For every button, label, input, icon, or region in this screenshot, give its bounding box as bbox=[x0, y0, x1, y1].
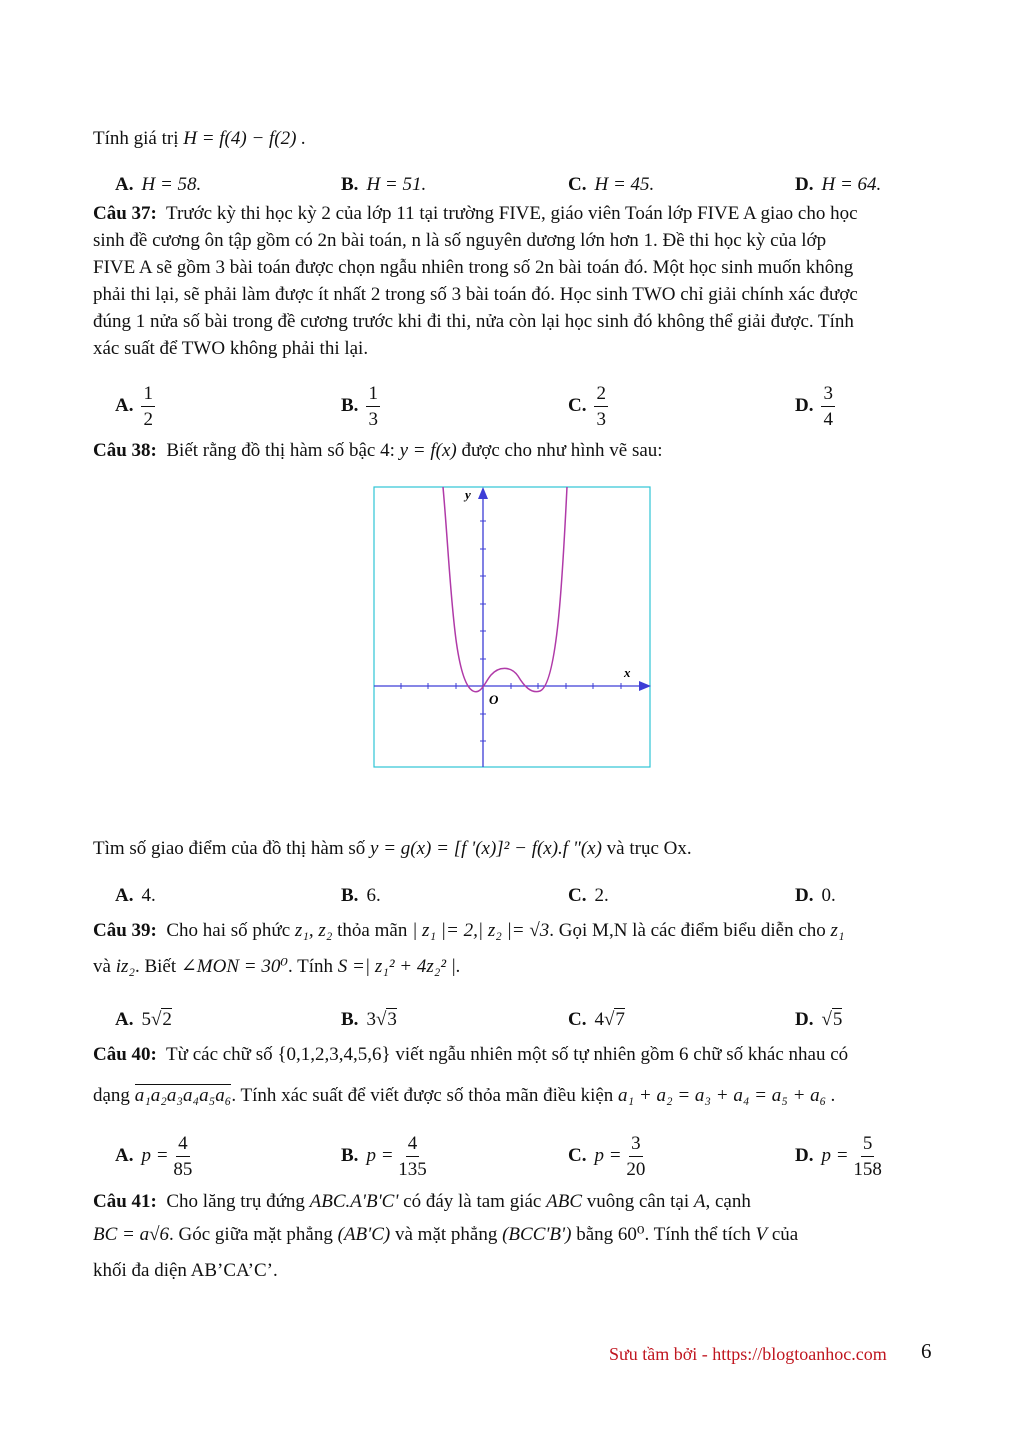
q39-line-1: Câu 39: Cho hai số phức z₁, z₂ thỏa mãn | z₁ |= 2,| z₂ |= √3. Gọi M,N là các điểm biểu diễn cho z₁ bbox=[93, 920, 845, 941]
q40-option-d: D. p = $\frac{5}{158}$ bbox=[795, 1133, 882, 1180]
q36-option-a: A. H = 58. bbox=[115, 174, 202, 195]
q38-option-a: A. 4. bbox=[115, 885, 156, 906]
quartic-curve bbox=[443, 487, 567, 692]
q40-line-1: Câu 40: Từ các chữ số {0,1,2,3,4,5,6} viết ngẫu nhiên một số tự nhiên gồm 6 chữ số khác nhau có bbox=[93, 1044, 849, 1065]
q37-line-1: Câu 37: Trước kỳ thi học kỳ 2 của lớp 11 tại trường FIVE, giáo viên Toán lớp FIVE A giao cho học bbox=[93, 203, 858, 224]
q37-line-5: đúng 1 nửa số bài trong đề cương trước khi đi thi, nửa còn lại học sinh đó không thể giải được. Tính bbox=[93, 311, 854, 332]
q39-option-a: A. 5√2 bbox=[115, 1009, 172, 1030]
q38-label: Câu 38: bbox=[93, 440, 157, 461]
page-number: 6 bbox=[921, 1339, 932, 1363]
q40-option-a: A. p = $\frac{4}{85}$ bbox=[115, 1133, 193, 1180]
q41-label: Câu 41: bbox=[93, 1191, 157, 1212]
q41-line-3: khối đa diện AB’CA’C’. bbox=[93, 1260, 278, 1281]
q40-label: Câu 40: bbox=[93, 1044, 157, 1065]
y-axis-arrow bbox=[478, 487, 488, 499]
q38-option-d: D. 0. bbox=[795, 885, 836, 906]
q37-line-3: FIVE A sẽ gồm 3 bài toán được chọn ngẫu nhiên trong số 2n bài toán đó. Một học sinh muốn không bbox=[93, 257, 854, 278]
q39-option-d: D. √5 bbox=[795, 1009, 843, 1030]
q37-option-c: C. $\frac{2}{3}$ bbox=[568, 383, 606, 430]
intro-text: Tính giá trị bbox=[93, 128, 179, 149]
q38-option-c: C. 2. bbox=[568, 885, 609, 906]
q37-option-a: A. $\frac{1}{2}$ bbox=[115, 383, 153, 430]
q39-line-2: và iz₂. Biết ∠MON = 30⁰. Tính S =| z₁² + 4z₂² |. bbox=[93, 956, 461, 977]
q41-line-1: Câu 41: Cho lăng trụ đứng ABC.A'B'C' có đáy là tam giác ABC vuông cân tại A, cạnh bbox=[93, 1191, 751, 1212]
q37-line-2: sinh đề cương ôn tập gồm có 2n bài toán, n là số nguyên dương lớn hơn 1. Đề thi học kỳ của lớp bbox=[93, 230, 827, 251]
intro-expr: H = f(4) − f(2) . bbox=[183, 128, 306, 149]
function-graph bbox=[373, 486, 651, 768]
q36-option-b: B. H = 51. bbox=[341, 174, 427, 195]
y-axis-label: y bbox=[465, 487, 471, 502]
q40-option-b: B. p = $\frac{4}{135}$ bbox=[341, 1133, 427, 1180]
q37-label: Câu 37: bbox=[93, 203, 157, 224]
q38-question-line: Tìm số giao điểm của đồ thị hàm số y = g(x) = [f '(x)]² − f(x).f "(x) và trục Ox. bbox=[93, 838, 692, 859]
q36-option-d: D. H = 64. bbox=[795, 174, 882, 195]
q39-label: Câu 39: bbox=[93, 920, 157, 941]
q36-option-c: C. H = 45. bbox=[568, 174, 655, 195]
q38-option-b: B. 6. bbox=[341, 885, 381, 906]
q40-option-c: C. p = $\frac{3}{20}$ bbox=[568, 1133, 646, 1180]
q37-option-d: D. $\frac{3}{4}$ bbox=[795, 383, 833, 430]
intro-line bbox=[93, 125, 306, 152]
origin-label: O bbox=[489, 692, 499, 707]
footer-source: Sưu tầm bởi - https://blogtoanhoc.com bbox=[609, 1344, 887, 1364]
x-axis-arrow bbox=[639, 681, 651, 691]
x-axis-label: x bbox=[624, 665, 631, 680]
q39-option-b: B. 3√3 bbox=[341, 1009, 397, 1030]
graph-frame bbox=[374, 487, 650, 767]
q37-line-4: phải thi lại, sẽ phải làm được ít nhất 2 trong số 3 bài toán đó. Học sinh TWO chỉ giải chính xác được bbox=[93, 284, 858, 305]
q38-line-1: Câu 38: Biết rằng đồ thị hàm số bậc 4: y = f(x) được cho như hình vẽ sau: bbox=[93, 440, 663, 461]
q37-line-6: xác suất để TWO không phải thi lại. bbox=[93, 338, 369, 359]
q41-line-2: BC = a√6. Góc giữa mặt phẳng (AB'C) và mặt phẳng (BCC'B') bằng 60⁰. Tính thể tích V của bbox=[93, 1224, 799, 1245]
axis-ticks bbox=[401, 521, 621, 741]
q40-line-2: dạng a₁a₂a₃a₄a₅a₆. Tính xác suất để viết được số thỏa mãn điều kiện a₁ + a₂ = a₃ + a₄ = a₅ + a₆ . bbox=[93, 1085, 836, 1106]
q39-option-c: C. 4√7 bbox=[568, 1009, 625, 1030]
q37-option-b: B. $\frac{1}{3}$ bbox=[341, 383, 378, 430]
